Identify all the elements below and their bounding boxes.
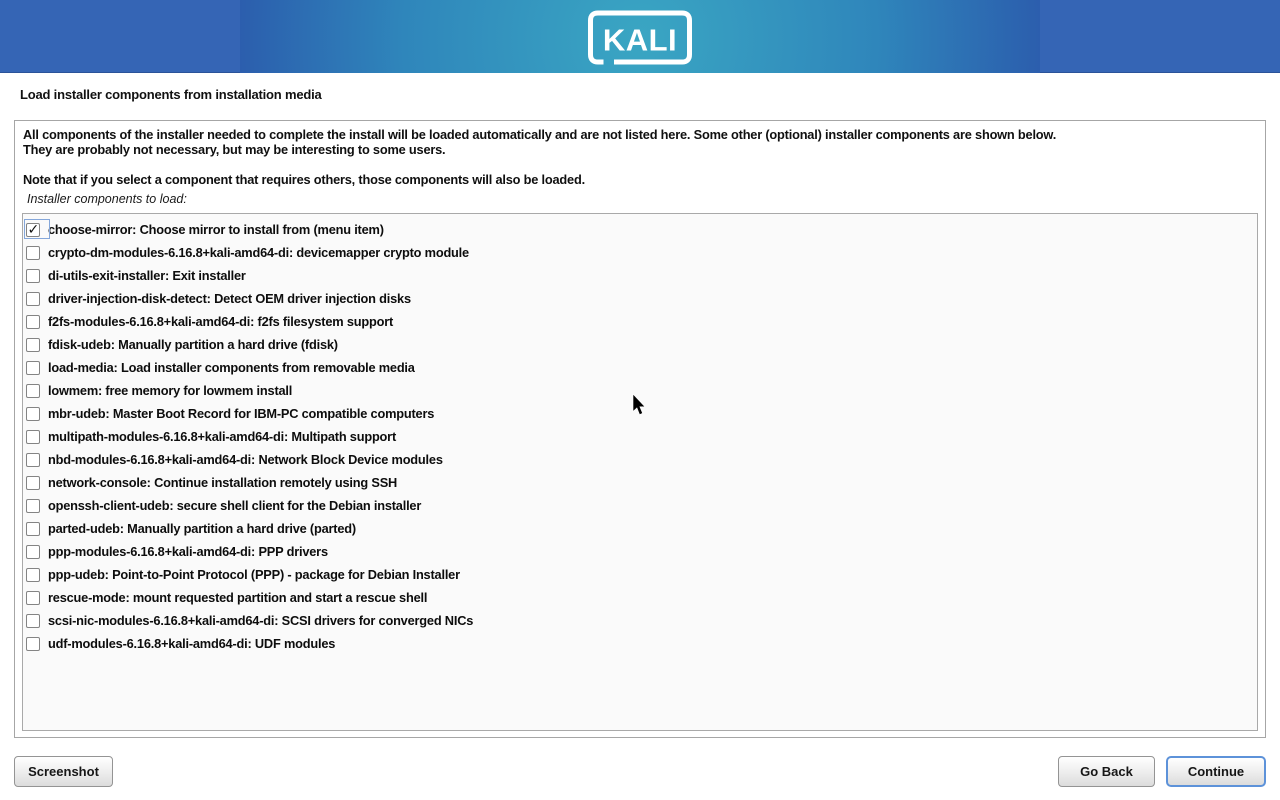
kali-logo [586, 9, 694, 66]
component-label: ppp-udeb: Point-to-Point Protocol (PPP) - package for Debian Installer [48, 567, 460, 582]
component-checkbox[interactable] [26, 568, 40, 582]
component-row[interactable] [23, 333, 1257, 356]
component-row[interactable] [23, 310, 1257, 333]
component-row[interactable] [23, 632, 1257, 655]
component-label: multipath-modules-6.16.8+kali-amd64-di: Multipath support [48, 429, 397, 444]
component-checkbox[interactable] [26, 384, 40, 398]
component-row[interactable] [23, 287, 1257, 310]
intro-line-1: All components of the installer needed to complete the install will be loaded automatically and are not listed here. Some other (optional) installer components are shown below. [23, 127, 1057, 142]
component-label: choose-mirror: Choose mirror to install from (menu item) [48, 222, 384, 237]
component-row[interactable] [23, 517, 1257, 540]
component-row[interactable] [23, 241, 1257, 264]
go-back-button[interactable]: Go Back [1058, 756, 1155, 787]
component-row[interactable] [23, 586, 1257, 609]
component-row[interactable] [23, 356, 1257, 379]
component-checkbox[interactable] [26, 246, 40, 260]
page-title: Load installer components from installation media [20, 87, 322, 102]
component-label: openssh-client-udeb: secure shell client for the Debian installer [48, 498, 422, 513]
intro-paragraph [23, 127, 1056, 157]
component-label: nbd-modules-6.16.8+kali-amd64-di: Network Block Device modules [48, 452, 443, 467]
component-label: di-utils-exit-installer: Exit installer [48, 268, 246, 283]
component-label: load-media: Load installer components from removable media [48, 360, 415, 375]
component-checkbox[interactable] [26, 591, 40, 605]
components-list-label: Installer components to load: [27, 192, 187, 206]
component-checkbox[interactable] [26, 637, 40, 651]
component-row[interactable] [23, 218, 1257, 241]
component-row[interactable] [23, 609, 1257, 632]
component-checkbox[interactable] [26, 338, 40, 352]
component-label: lowmem: free memory for lowmem install [48, 383, 293, 398]
component-checkbox[interactable] [26, 223, 40, 237]
component-checkbox[interactable] [26, 407, 40, 421]
component-row[interactable] [23, 563, 1257, 586]
content-panel [14, 120, 1266, 738]
intro-note: Note that if you select a component that requires others, those components will also be loaded. [23, 172, 585, 187]
component-row[interactable] [23, 540, 1257, 563]
component-label: rescue-mode: mount requested partition and start a rescue shell [48, 590, 428, 605]
component-label: driver-injection-disk-detect: Detect OEM driver injection disks [48, 291, 411, 306]
component-checkbox[interactable] [26, 292, 40, 306]
component-label: parted-udeb: Manually partition a hard drive (parted) [48, 521, 356, 536]
component-row[interactable] [23, 448, 1257, 471]
installer-banner [0, 0, 1280, 73]
component-checkbox[interactable] [26, 453, 40, 467]
continue-button[interactable]: Continue [1166, 756, 1266, 787]
component-label: crypto-dm-modules-6.16.8+kali-amd64-di: devicemapper crypto module [48, 245, 469, 260]
component-checkbox[interactable] [26, 269, 40, 283]
component-checkbox[interactable] [26, 315, 40, 329]
component-checkbox[interactable] [26, 430, 40, 444]
component-checkbox[interactable] [26, 476, 40, 490]
component-label: f2fs-modules-6.16.8+kali-amd64-di: f2fs filesystem support [48, 314, 394, 329]
components-list[interactable] [22, 213, 1258, 731]
component-row[interactable] [23, 494, 1257, 517]
component-label: udf-modules-6.16.8+kali-amd64-di: UDF modules [48, 636, 336, 651]
component-checkbox[interactable] [26, 614, 40, 628]
component-row[interactable] [23, 471, 1257, 494]
intro-line-2: They are probably not necessary, but may be interesting to some users. [23, 142, 446, 157]
component-checkbox[interactable] [26, 361, 40, 375]
component-row[interactable] [23, 425, 1257, 448]
screenshot-button[interactable]: Screenshot [14, 756, 113, 787]
component-label: fdisk-udeb: Manually partition a hard drive (fdisk) [48, 337, 338, 352]
kali-logo-text: KALI [602, 22, 678, 58]
component-label: scsi-nic-modules-6.16.8+kali-amd64-di: SCSI drivers for converged NICs [48, 613, 474, 628]
component-checkbox[interactable] [26, 545, 40, 559]
component-row[interactable] [23, 264, 1257, 287]
component-checkbox[interactable] [26, 499, 40, 513]
component-label: mbr-udeb: Master Boot Record for IBM-PC compatible computers [48, 406, 435, 421]
component-label: network-console: Continue installation remotely using SSH [48, 475, 398, 490]
component-checkbox[interactable] [26, 522, 40, 536]
component-row[interactable] [23, 379, 1257, 402]
component-label: ppp-modules-6.16.8+kali-amd64-di: PPP drivers [48, 544, 328, 559]
component-row[interactable] [23, 402, 1257, 425]
